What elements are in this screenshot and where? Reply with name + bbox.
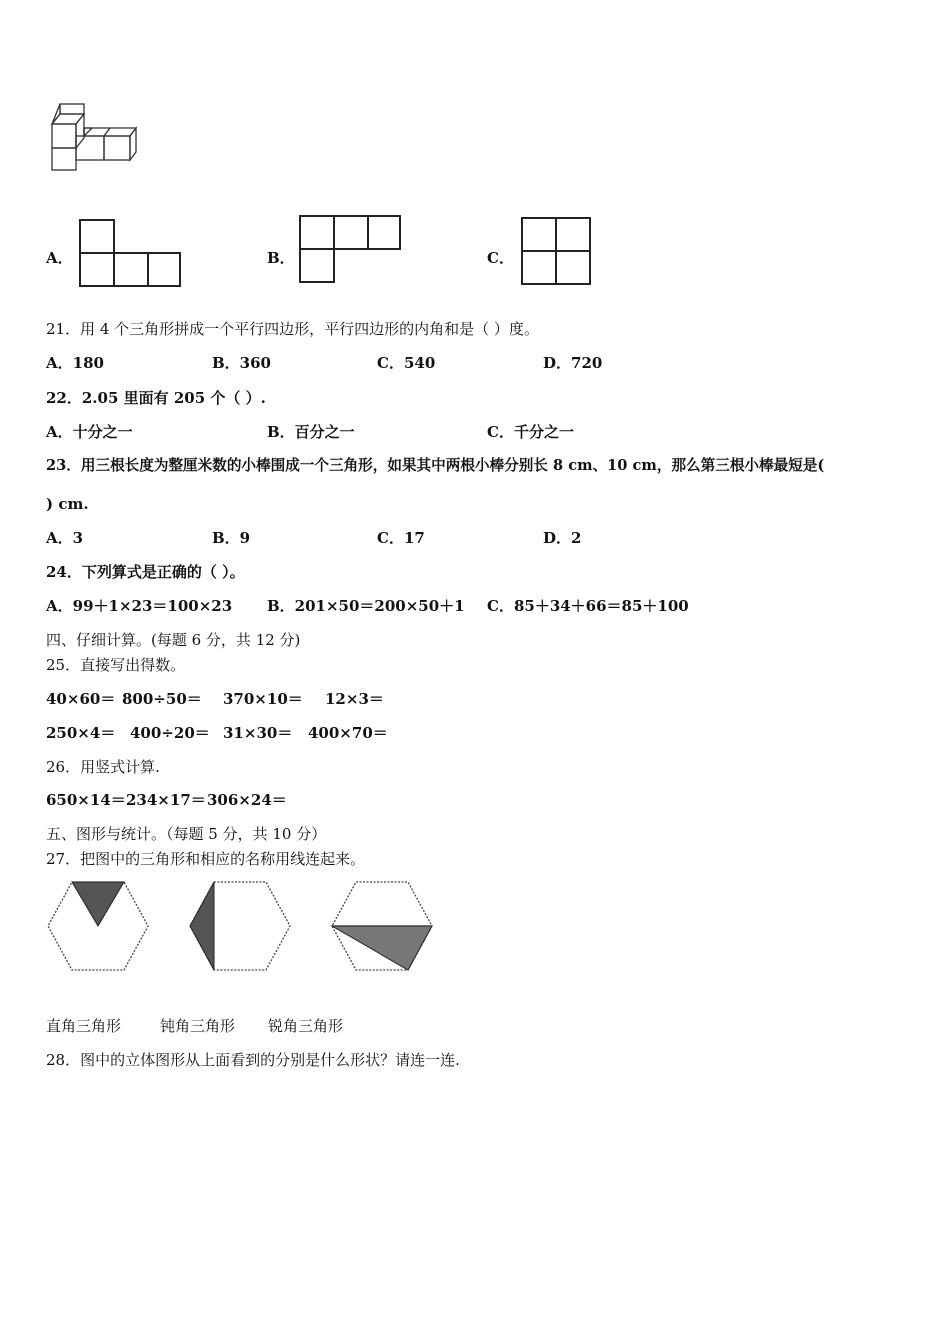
q22-option-c[interactable]: C．千分之一: [487, 423, 574, 441]
option-b-shape[interactable]: [298, 214, 402, 284]
hexagon-acute-triangle-figure[interactable]: [46, 880, 150, 972]
question-24: 24．下列算式是正确的（ ）。: [46, 563, 245, 581]
q21-option-b[interactable]: B．360: [212, 354, 271, 372]
question-22: 22．2.05 里面有 205 个（ ）.: [46, 389, 266, 407]
question-23-line1: 23．用三根长度为整厘米数的小棒围成一个三角形，如果其中两根小棒分别长 8 cm、10 cm，那么第三根小棒最短是(: [46, 457, 825, 474]
name-right-triangle[interactable]: 直角三角形: [46, 1017, 122, 1035]
calc-item: 306×24＝: [207, 791, 287, 809]
calc-item: 40×60＝: [46, 690, 116, 708]
question-23-line2: ) cm.: [46, 495, 89, 513]
question-25: 25．直接写出得数。: [46, 656, 186, 674]
hexagon-obtuse-triangle-figure[interactable]: [188, 880, 292, 972]
q24-option-a[interactable]: A．99＋1×23＝100×23: [46, 597, 233, 615]
q21-option-a[interactable]: A．180: [46, 354, 104, 372]
q21-option-c[interactable]: C．540: [377, 354, 436, 372]
calc-item: 234×17＝: [126, 791, 206, 809]
calc-item: 400÷20＝: [130, 724, 210, 742]
calc-item: 370×10＝: [223, 690, 303, 708]
question-26: 26．用竖式计算.: [46, 758, 160, 776]
option-c-shape[interactable]: [520, 216, 592, 286]
q23-option-a[interactable]: A．3: [46, 529, 84, 547]
name-acute-triangle[interactable]: 锐角三角形: [268, 1017, 344, 1035]
q23-option-b[interactable]: B．9: [212, 529, 251, 547]
option-c-label[interactable]: C．: [487, 249, 514, 267]
q24-option-c[interactable]: C．85＋34＋66＝85＋100: [487, 597, 689, 615]
calc-item: 800÷50＝: [122, 690, 202, 708]
option-a-label[interactable]: A．: [46, 249, 73, 267]
calc-item: 31×30＝: [223, 724, 293, 742]
q21-option-d[interactable]: D．720: [543, 354, 603, 372]
calc-item: 250×4＝: [46, 724, 116, 742]
name-obtuse-triangle[interactable]: 钝角三角形: [160, 1017, 236, 1035]
q22-option-b[interactable]: B．百分之一: [267, 423, 355, 441]
q22-option-a[interactable]: A．十分之一: [46, 423, 133, 441]
hexagon-right-triangle-figure[interactable]: [330, 880, 434, 972]
q24-option-b[interactable]: B．201×50＝200×50＋1: [267, 597, 465, 615]
q23-option-c[interactable]: C．17: [377, 529, 425, 547]
section-5-title: 五、图形与统计。（每题 5 分，共 10 分）: [46, 825, 327, 843]
section-4-title: 四、仔细计算。(每题 6 分，共 12 分): [46, 631, 301, 649]
question-28: 28．图中的立体图形从上面看到的分别是什么形状？请连一连.: [46, 1051, 460, 1069]
q23-option-d[interactable]: D．2: [543, 529, 582, 547]
calc-item: 12×3＝: [325, 690, 384, 708]
option-b-label[interactable]: B．: [267, 249, 295, 267]
option-a-shape[interactable]: [78, 218, 182, 288]
question-27: 27．把图中的三角形和相应的名称用线连起来。: [46, 850, 366, 868]
calc-item: 400×70＝: [308, 724, 388, 742]
cube-stack-figure: [44, 98, 144, 176]
question-21: 21．用 4 个三角形拼成一个平行四边形，平行四边形的内角和是（ ）度。: [46, 320, 539, 338]
calc-item: 650×14＝: [46, 791, 126, 809]
